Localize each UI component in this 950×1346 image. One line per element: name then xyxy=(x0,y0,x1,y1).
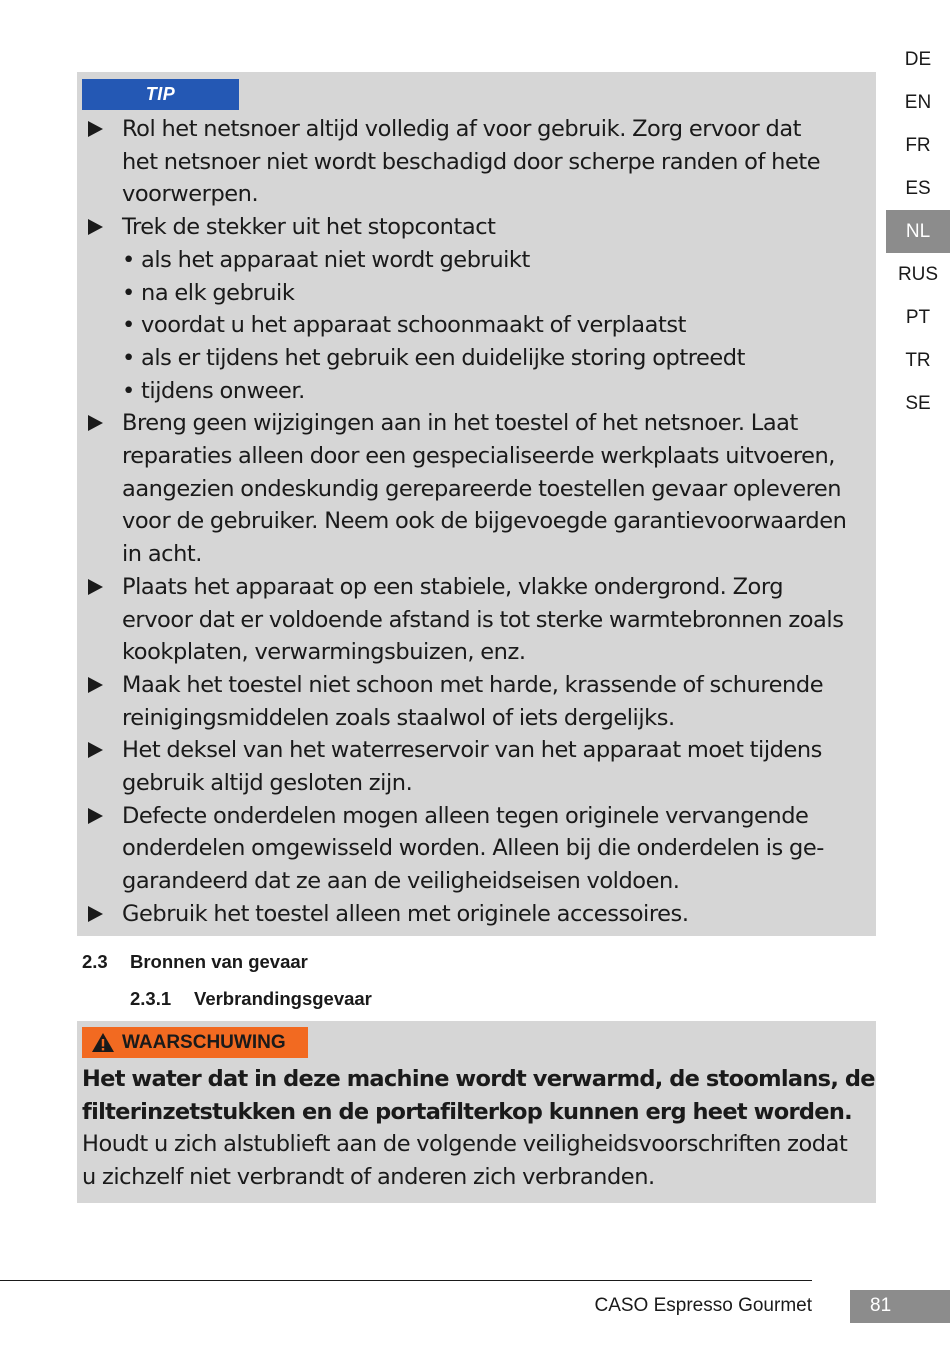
subsection-title: Verbrandingsgevaar xyxy=(194,988,372,1009)
warning-label: WAARSCHUWING xyxy=(122,1032,286,1053)
footer-brand: CASO Espresso Gourmet xyxy=(594,1295,812,1316)
tip-list xyxy=(85,113,873,931)
tip-badge: TIP xyxy=(82,79,239,110)
tip-list-item xyxy=(85,800,873,898)
tip-item-line: • na elk gebruik xyxy=(122,279,295,306)
section-number: 2.3 xyxy=(82,951,108,972)
bullet-triangle-icon xyxy=(88,415,103,431)
tip-item-line: het netsnoer niet wordt beschadigd door scherpe randen of hete xyxy=(122,148,821,175)
tip-list-item xyxy=(85,734,873,799)
bullet-triangle-icon xyxy=(88,677,103,693)
warning-triangle-icon xyxy=(91,1032,115,1053)
tip-item-line: aangezien ondeskundig gerepareerde toestellen gevaar opleveren xyxy=(122,475,842,502)
tip-item-line: Maak het toestel niet schoon met harde, krassende of schurende xyxy=(122,671,824,698)
bullet-triangle-icon xyxy=(88,742,103,758)
tip-item-line: Breng geen wijzigingen aan in het toestel of het netsnoer. Laat xyxy=(122,410,798,437)
tip-item-line: Gebruik het toestel alleen met originele accessoires. xyxy=(122,900,689,927)
tip-item-line: reparaties alleen door een gespecialiseerde werkplaats uitvoeren, xyxy=(122,443,835,470)
lang-tab-se[interactable]: SE xyxy=(905,393,931,414)
section-title: Bronnen van gevaar xyxy=(130,951,308,972)
tip-box xyxy=(77,72,876,936)
tip-item-line: gebruik altijd gesloten zijn. xyxy=(122,770,413,797)
lang-tab-en[interactable]: EN xyxy=(904,92,932,113)
lang-tab-nl[interactable]: NL xyxy=(886,210,950,253)
subsection-number: 2.3.1 xyxy=(130,988,172,1009)
tip-item-line: kookplaten, verwarmingsbuizen, enz. xyxy=(122,639,526,666)
tip-item-line: Rol het netsnoer altijd volledig af voor gebruik. Zorg ervoor dat xyxy=(122,116,802,142)
warning-emphasis-line: Het water dat in deze machine wordt verwarmd, de stoomlans, de xyxy=(82,1066,875,1092)
page-number: 81 xyxy=(850,1290,950,1323)
lang-tab-tr[interactable]: TR xyxy=(905,350,931,371)
tip-item-line: reinigingsmiddelen zoals staalwol of iets dergelijks. xyxy=(122,704,675,731)
tip-item-line: Trek de stekker uit het stopcontact xyxy=(122,214,496,241)
lang-tab-es[interactable]: ES xyxy=(905,178,931,199)
tip-list-item xyxy=(85,669,873,734)
subsection-heading xyxy=(130,988,372,1010)
tip-item-line: Plaats het apparaat op een stabiele, vlakke ondergrond. Zorg xyxy=(122,573,784,600)
lang-tab-pt[interactable]: PT xyxy=(905,307,931,328)
tip-item-line: Het deksel van het waterreservoir van het apparaat moet tijdens xyxy=(122,737,822,764)
lang-tab-fr[interactable]: FR xyxy=(905,135,931,156)
tip-item-line: garandeerd dat ze aan de veiligheidseisen voldoen. xyxy=(122,868,680,895)
tip-item-line: in acht. xyxy=(122,541,202,568)
bullet-triangle-icon xyxy=(88,579,103,595)
tip-item-line: voorwerpen. xyxy=(122,181,259,208)
language-nav xyxy=(886,38,950,425)
warning-text xyxy=(82,1063,875,1193)
tip-list-item xyxy=(85,407,873,571)
bullet-triangle-icon xyxy=(88,808,103,824)
bullet-triangle-icon xyxy=(88,906,103,922)
tip-item-line: ervoor dat er voldoende afstand is tot sterke warmtebronnen zoals xyxy=(122,606,844,633)
tip-list-item xyxy=(85,211,873,407)
tip-list-item xyxy=(85,898,873,931)
tip-item-line: • voordat u het apparaat schoonmaakt of verplaatst xyxy=(122,312,686,339)
lang-tab-rus[interactable]: RUS xyxy=(897,264,939,285)
section-heading xyxy=(82,951,308,973)
tip-item-line: • tijdens onweer. xyxy=(122,377,305,404)
tip-item-line: Defecte onderdelen mogen alleen tegen originele vervangende xyxy=(122,802,809,829)
bullet-triangle-icon xyxy=(88,219,103,235)
tip-item-line: voor de gebruiker. Neem ook de bijgevoegde garantievoorwaarden xyxy=(122,508,847,535)
tip-item-line: • als het apparaat niet wordt gebruikt xyxy=(122,246,530,273)
warning-badge xyxy=(82,1027,308,1058)
warning-body-line: u zichzelf niet verbrandt of anderen zich verbranden. xyxy=(82,1163,655,1190)
footer-divider xyxy=(0,1280,812,1281)
warning-emphasis-line: filterinzetstukken en de portafilterkop kunnen erg heet worden. xyxy=(82,1098,852,1125)
warning-body-line: Houdt u zich alstublieft aan de volgende veiligheidsvoorschriften zodat xyxy=(82,1131,848,1157)
warning-box xyxy=(77,1021,876,1203)
tip-item-line: onderdelen omgewisseld worden. Alleen bij die onderdelen is ge- xyxy=(122,835,824,862)
tip-list-item xyxy=(85,113,873,211)
tip-item-line: • als er tijdens het gebruik een duidelijke storing optreedt xyxy=(122,344,746,371)
lang-tab-de[interactable]: DE xyxy=(904,49,932,70)
tip-list-item xyxy=(85,571,873,669)
bullet-triangle-icon xyxy=(88,121,103,137)
